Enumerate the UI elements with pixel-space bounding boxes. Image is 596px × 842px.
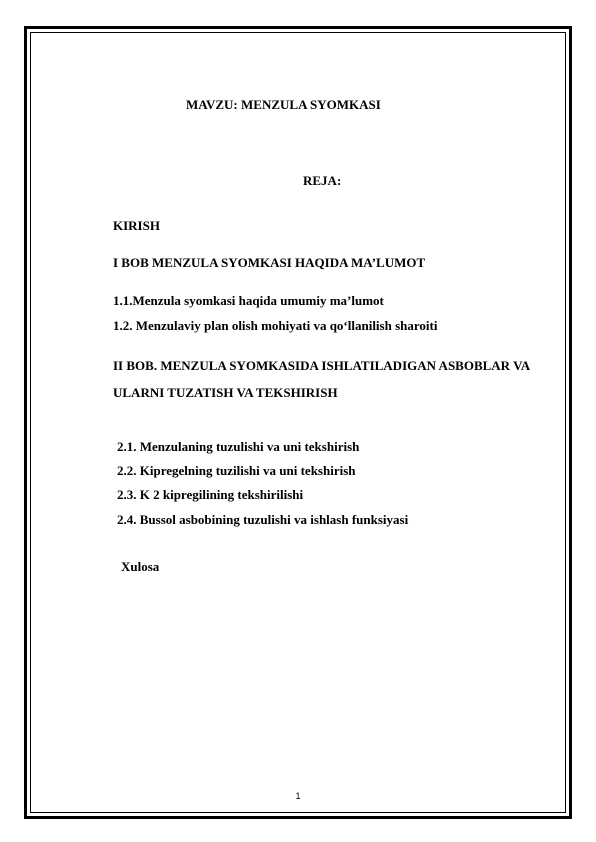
toc-item-1-2: 1.2. Menzulaviy plan olish mohiyati va qo‘llanilish sharoiti (113, 318, 438, 333)
toc-item-2-1: 2.1. Menzulaning tuzulishi va uni tekshirish (117, 439, 360, 454)
page-border-inner (30, 32, 566, 813)
toc-item-chapter-2-line-1: II BOB. MENZULA SYOMKASIDA ISHLATILADIGAN ASBOBLAR VA (113, 358, 531, 373)
toc-item-conclusion: Xulosa (121, 559, 160, 574)
toc-item-chapter-1: I BOB MENZULA SYOMKASI HAQIDA MA’LUMOT (113, 255, 426, 270)
toc-item-chapter-2-line-2: ULARNI TUZATISH VA TEKSHIRISH (113, 385, 338, 400)
toc-item-1-1: 1.1.Menzula syomkasi haqida umumiy ma’lumot (113, 293, 384, 308)
document-topic: MAVZU: MENZULA SYOMKASI (186, 97, 381, 112)
toc-item-2-4: 2.4. Bussol asbobining tuzulishi va ishlash funksiyasi (117, 512, 409, 527)
plan-heading: REJA: (303, 173, 342, 188)
toc-item-2-3: 2.3. K 2 kipregilining tekshirilishi (117, 487, 304, 502)
page-number: 1 (295, 791, 301, 801)
toc-item-2-2: 2.2. Kipregelning tuzilishi va uni tekshirish (117, 463, 356, 478)
toc-item-introduction: KIRISH (113, 218, 160, 233)
